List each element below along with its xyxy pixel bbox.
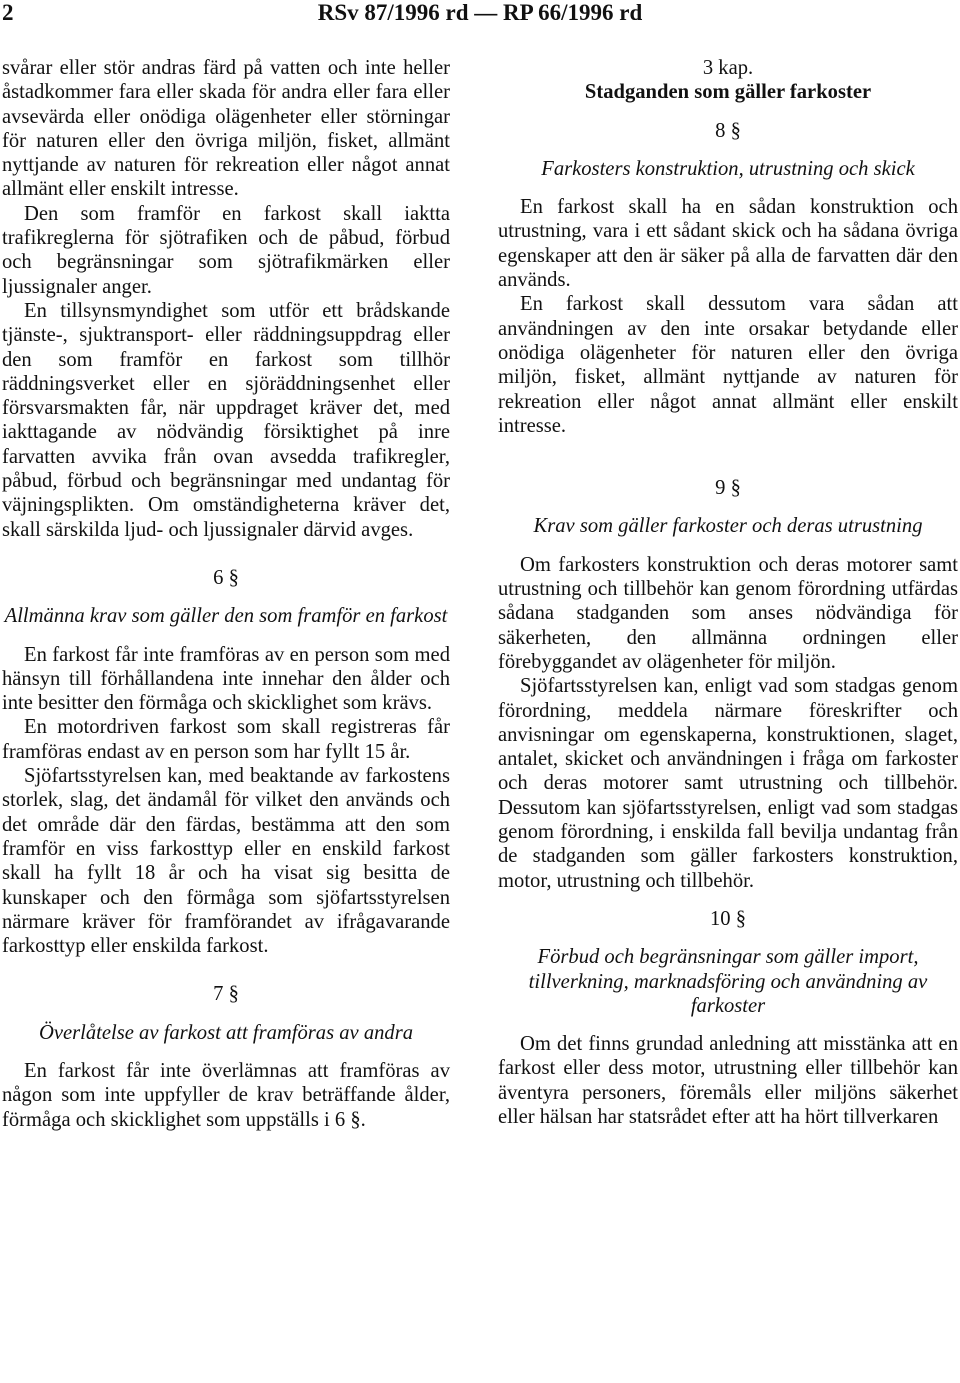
chapter-title: Stadganden som gäller farkoster: [584, 81, 872, 104]
section-number-7: 7 §: [213, 983, 239, 1006]
paragraph: Sjöfartsstyrelsen kan, enligt vad som stadgas genom förordning, meddela närmare föreskrifter och anvisningar om egenskaperna, konstruktionen, slaget, antalet, skicket och användningen i fråga om farkoster och deras motorer samt utrustning och tillbehör. Dessutom kan sjöfartsstyrelsen, enligt vad som stadgas genom förordning, i enskilda fall bevilja undantag från de stadganden som gäller farkosters konstruktion, motor, utrustning och tillbehör.: [498, 675, 958, 892]
paragraph: En farkost skall dessutom vara sådan att användningen av den inte orsakar betydande eller onödiga olägenheter för naturen eller den övriga miljön, fisket, allmänt nyttjande av naturen för rekreation eller något annat allmänt eller enskilt intresse.: [498, 293, 958, 437]
running-head: RSv 87/1996 rd — RP 66/1996 rd: [317, 0, 643, 25]
paragraph: Om det finns grundad anledning att misstänka att en farkost eller dess motor, utrustning eller tillbehör kan äventyra personers, föremåls eller miljöns säkerhet eller hälsan har statsrådet efter att ha hört tillverkaren: [498, 1033, 958, 1128]
section-number-8: 8 §: [715, 119, 741, 142]
paragraph: Den som framför en farkost skall iaktta trafikreglerna för sjötrafiken och de påbud, förbud och begränsningar som sjötrafikmärken eller ljussignaler anger.: [2, 202, 450, 298]
section-title-8: Farkosters konstruktion, utrustning och skick: [541, 157, 915, 180]
paragraph: svårar eller stör andras färd på vatten och inte heller åstadkommer fara eller skada för andra eller fara eller avsevärda eller onödiga olägenheter eller störningar för naturen eller den övriga miljön, fisket, allmänt nyttjande av naturen för rekreation eller något annat allmänt eller enskilt intresse.: [2, 57, 450, 201]
page-header: [0, 0, 960, 34]
right-column: [498, 56, 958, 1129]
section-title-9: Krav som gäller farkoster och deras utrustning: [533, 515, 923, 538]
left-column: [2, 56, 450, 1132]
paragraph: Sjöfartsstyrelsen kan, med beaktande av farkostens storlek, slag, det ändamål för vilket den används och det område där den färdas, bestämma att den som framför en viss farkosttyp eller en enskild farkost skall ha fyllt 18 år och ha visat sig besitta de kunskaper och den förmåga som sjöfartsstyrelsen närmare kräver för framförandet av ifrågavarande farkosttyp eller enskilda farkost.: [2, 765, 450, 958]
section-title-7: Överlåtelse av farkost att framföras av andra: [38, 1021, 414, 1044]
section-title-6: Allmänna krav som gäller den som framför en farkost: [4, 605, 448, 628]
paragraph: Om farkosters konstruktion och deras motorer samt utrustning och tillbehör kan genom förordning utfärdas sådana stadganden som anses nödvändiga för säkerheten, den allmänna ordningen eller förebyggandet av olägenheter för miljön.: [498, 553, 958, 673]
section-number-9: 9 §: [715, 477, 741, 500]
paragraph: En tillsynsmyndighet som utför ett brådskande tjänste-, sjuktransport- eller räddningsuppdrag eller den som framför en farkost som tillhör räddningsverket eller en sjöräddningsenhet eller försvarsmakten får, när uppdraget kräver det, med iakttagande av nödvändig försiktighet på inre farvatten avvika från ovan avsedda trafikregler, påbud, förbud och begränsningar med undantag för väjningsplikten. Om omständigheterna kräver det, skall särskilda ljud- och ljussignaler därvid avges.: [2, 299, 450, 541]
paragraph: En motordriven farkost som skall registreras får framföras endast av en person som har fyllt 15 år.: [2, 716, 450, 763]
paragraph: En farkost får inte överlämnas att framföras av någon som inte uppfyller de krav beträffande ålder, förmåga och skicklighet som uppställs i 6 §.: [2, 1059, 450, 1131]
page-number: 2: [2, 0, 14, 25]
paragraph: En farkost får inte framföras av en person som med hänsyn till förhållandena inte innehar den ålder och inte besitter den förmåga och skicklighet som krävs.: [2, 643, 450, 715]
chapter-number: 3 kap.: [702, 57, 754, 79]
section-number-6: 6 §: [213, 566, 239, 589]
paragraph: En farkost skall ha en sådan konstruktion och utrustning, vara i ett sådant skick och ha sådana övriga egenskaper att den är säker på alla de farvatten där den används.: [498, 196, 958, 292]
section-title-10: Förbud och begränsningar som gäller import, tillverkning, marknadsföring och användning av farkoster: [528, 946, 928, 1017]
section-number-10: 10 §: [709, 907, 747, 930]
